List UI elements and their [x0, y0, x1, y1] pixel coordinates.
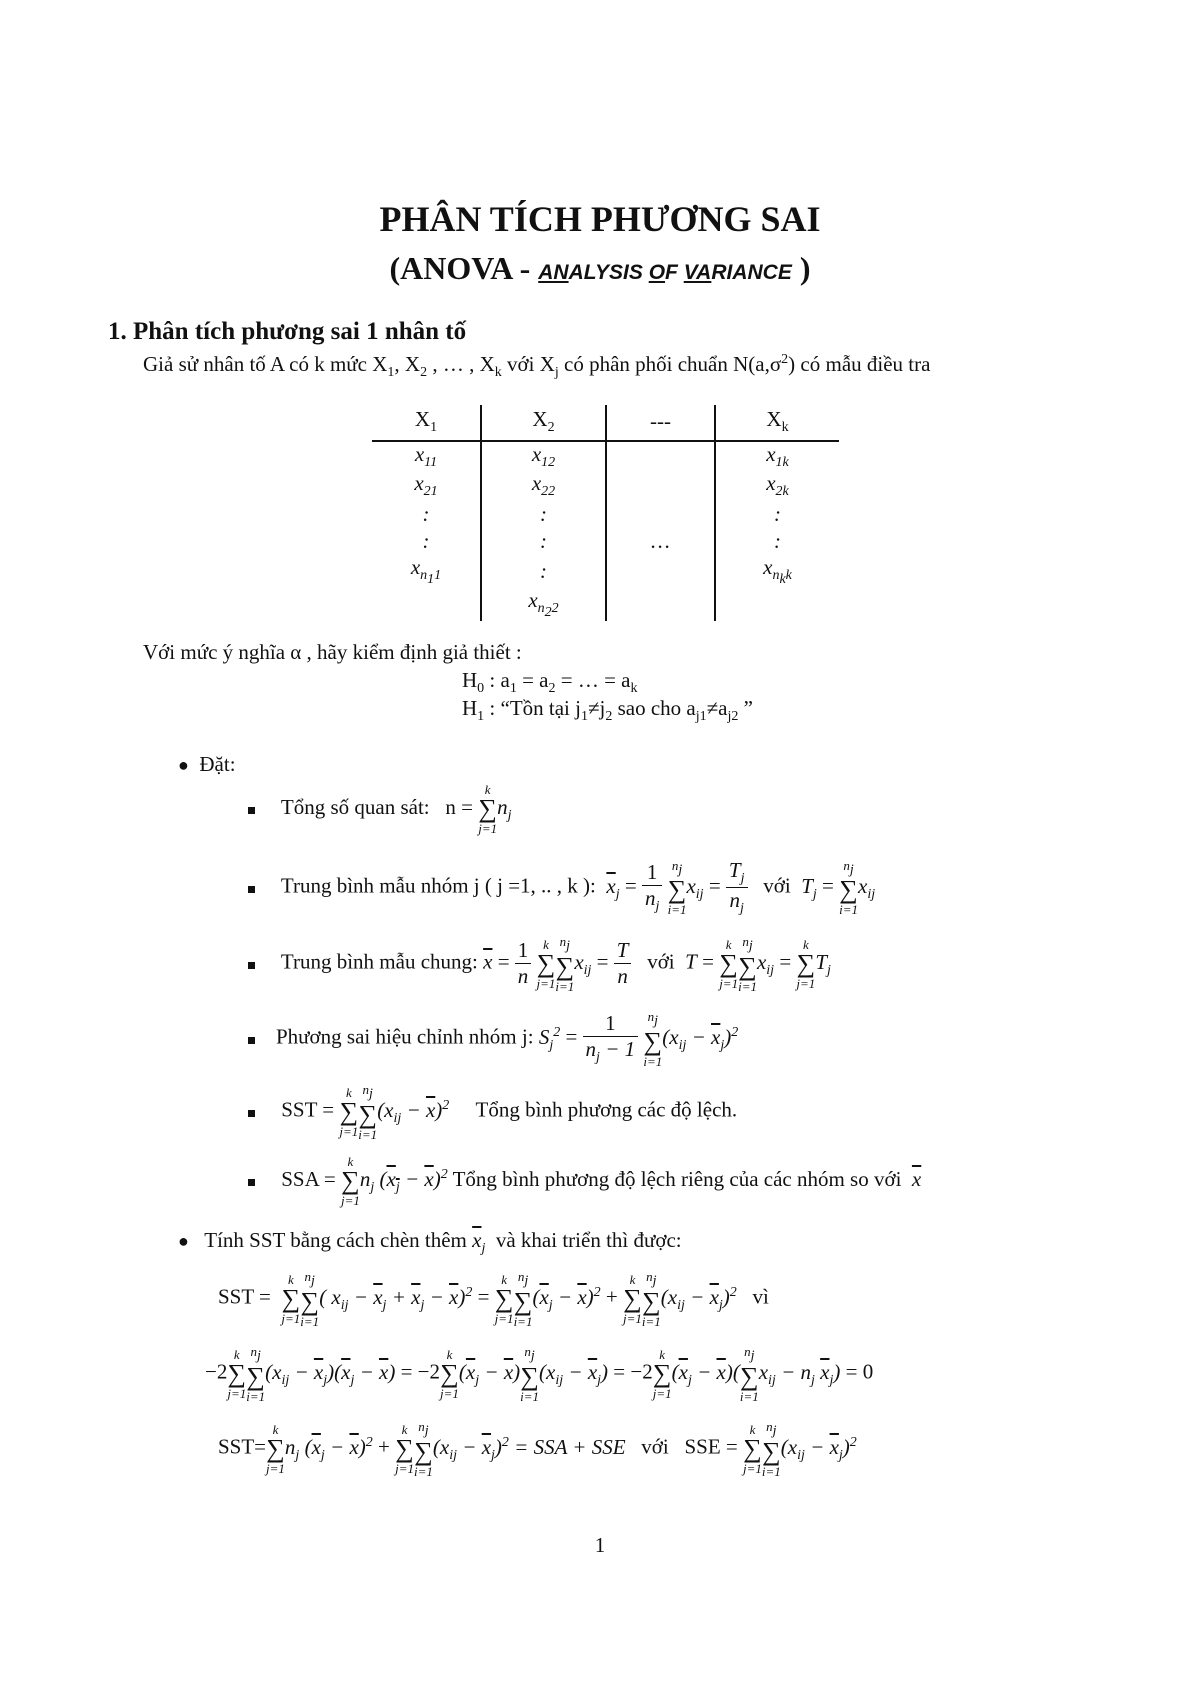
table-cell — [606, 441, 715, 471]
group-mean: Trung bình mẫu nhóm j ( j =1, .. , k ): $\overline{x}_j$ = $\frac{1}{n_j}$ $n_j$ ∑ i=1 $x_{ij}$ = $\frac{T_j}{n_j}$ với $T_j$ = $n_j$ ∑ i=1 $x_{ij}$ — [248, 858, 875, 917]
table-cell: $x_{21}$ — [372, 471, 481, 500]
hypothesis-h1: $H_1$ : “Tồn tại $j_1\ne j_2$ sao cho $a_{j1}\ne a_{j2}$ ” — [462, 696, 753, 725]
table-row — [372, 528, 839, 555]
table-header-row — [372, 405, 839, 441]
hypothesis-h0: $H_0$ : $a_1 = a_2$ = … = $a_k$ — [462, 668, 638, 697]
subtitle-prefix: (ANOVA - — [389, 250, 539, 286]
table-cell — [606, 471, 715, 500]
table-cell: $x_{1k}$ — [766, 442, 789, 471]
table-cell: : — [481, 501, 606, 528]
intro-text: Giả sử nhân tố A có k mức $X_1$, $X_2$ , … , $X_k$ với $X_j$ có phân phối chuẩn $N(a,\sigma^2)$ có mẫu điều tra — [143, 352, 931, 381]
table-cell — [606, 588, 715, 621]
square-bullet-icon — [248, 1179, 255, 1186]
table-row — [372, 441, 839, 471]
subtitle-english: ANALYSIS OF VARIANCE — [538, 261, 792, 284]
expand-sst: ● Tính SST bằng cách chèn thêm $\overline{x}_j$ và khai triển thì được: — [178, 1228, 682, 1257]
table-row — [372, 588, 839, 621]
square-bullet-icon — [248, 1037, 255, 1044]
derivation-line-2: −2 k ∑ j=1 $n_j$ ∑ i=1 $(x_{ij} - \overline{x}_j)(\overline{x}_j - \overline{x}) = -2$ k ∑ j=1 $(\overline{x}_j - \overline{x})$ $n_j$ ∑ i=1 $(x_{ij} - \overline{x}_j) = -2$ k ∑ j=1 $(\overline{x}_j - \overline{x})$( $n_j$ ∑ i=1 $x_{ij} - n_j$ $\overline{x}_j) = 0$ — [205, 1344, 874, 1404]
page-number: 1 — [594, 1533, 606, 1557]
ssa-definition: SSA = k ∑ j=1 $n_j$ $(x_j - \overline{x})^2$ Tổng bình phương độ lệch riêng của các nhóm so với $\overline{x}$ — [248, 1155, 921, 1207]
table-cell: : — [481, 528, 606, 555]
table-header: --- — [606, 405, 715, 441]
derivation-line-1: SST = k ∑ j=1 $n_j$ ∑ i=1 ( $x_{ij} - \overline{x}_j + \overline{x}_j - \overline{x})^2$ = k ∑ j=1 $n_j$ ∑ i=1 $(\overline{x}_j - \overline{x})^2$ + k ∑ j=1 $n_j$ ∑ i=1 $(x_{ij} - \overline{x}_j)^2$ vì — [218, 1269, 769, 1329]
table-cell: … — [606, 528, 715, 555]
square-bullet-icon — [248, 807, 255, 814]
table-cell — [372, 588, 481, 621]
page-title: PHÂN TÍCH PHƯƠNG SAI — [379, 199, 821, 239]
table-cell: : — [774, 528, 781, 553]
table-header: $X_k$ — [715, 405, 839, 441]
subtitle-suffix: ) — [799, 250, 811, 286]
table-row — [372, 471, 839, 500]
table-cell: $x_{11}$ — [372, 441, 481, 471]
table-header: $X_1$ — [372, 405, 481, 441]
table-cell: $x_{n_22}$ — [481, 588, 606, 621]
hypothesis-lead: Với mức ý nghĩa α , hãy kiểm định giả thiết : — [143, 640, 522, 664]
table-cell — [715, 588, 839, 621]
group-variance: Phương sai hiệu chỉnh nhóm j: $S_j^2$ = $\frac{1}{n_j - 1}$ $n_j$ ∑ i=1 $(x_{ij} - \overline{x}_j)^2$ — [248, 1010, 738, 1068]
square-bullet-icon — [248, 1110, 255, 1117]
derivation-line-3: SST= k ∑ j=1 $n_j$ $(\overline{x}_j - \overline{x})^2$ + k ∑ j=1 $n_j$ ∑ i=1 $(x_{ij} - \overline{x}_j)^2$ = SSA + SSE với SSE = k ∑ j=1 $n_j$ ∑ i=1 $(x_{ij} - \overline{x}_j)^2$ — [218, 1419, 857, 1479]
table-cell — [606, 555, 715, 588]
bullet-dat: ● Đặt: — [178, 752, 236, 776]
table-cell: : — [372, 528, 481, 555]
bullet-dot-icon: ● — [178, 755, 189, 775]
table-cell: $x_{n_11}$ — [372, 555, 481, 588]
table-cell: : — [481, 555, 606, 588]
sst-definition: SST = k ∑ j=1 $n_j$ ∑ i=1 $(x_{ij} - \overline{x})^2$ Tổng bình phương các độ lệch. — [248, 1083, 737, 1141]
table-cell: $x_{n_kk}$ — [763, 554, 792, 587]
bullet-dot-icon: ● — [178, 1231, 189, 1251]
table-cell: $x_{2k}$ — [766, 471, 789, 500]
table-cell: $x_{22}$ — [481, 471, 606, 500]
table-cell: $x_{12}$ — [481, 441, 606, 471]
table-row — [372, 555, 839, 588]
table-cell: : — [774, 501, 781, 526]
table-cell: : — [372, 501, 481, 528]
table-header: $X_2$ — [481, 405, 606, 441]
square-bullet-icon — [248, 886, 255, 893]
table-cell — [606, 501, 715, 528]
overall-mean: Trung bình mẫu chung: $\overline{x}$ = $\frac{1}{n}$ k ∑ j=1 $n_j$ ∑ i=1 $x_{ij}$ = $\frac{T}{n}$ với T = k ∑ j=1 $n_j$ ∑ i=1 $x_{ij}$ = k ∑ j=1 $T_j$ — [248, 935, 831, 993]
table-row — [372, 501, 839, 528]
page-subtitle — [0, 250, 1200, 287]
section-heading: 1. Phân tích phương sai 1 nhân tố — [108, 318, 467, 345]
square-bullet-icon — [248, 962, 255, 969]
total-observations: Tổng số quan sát: n = k ∑ j=1 $n_j$ — [248, 783, 511, 835]
sample-table — [372, 405, 839, 621]
